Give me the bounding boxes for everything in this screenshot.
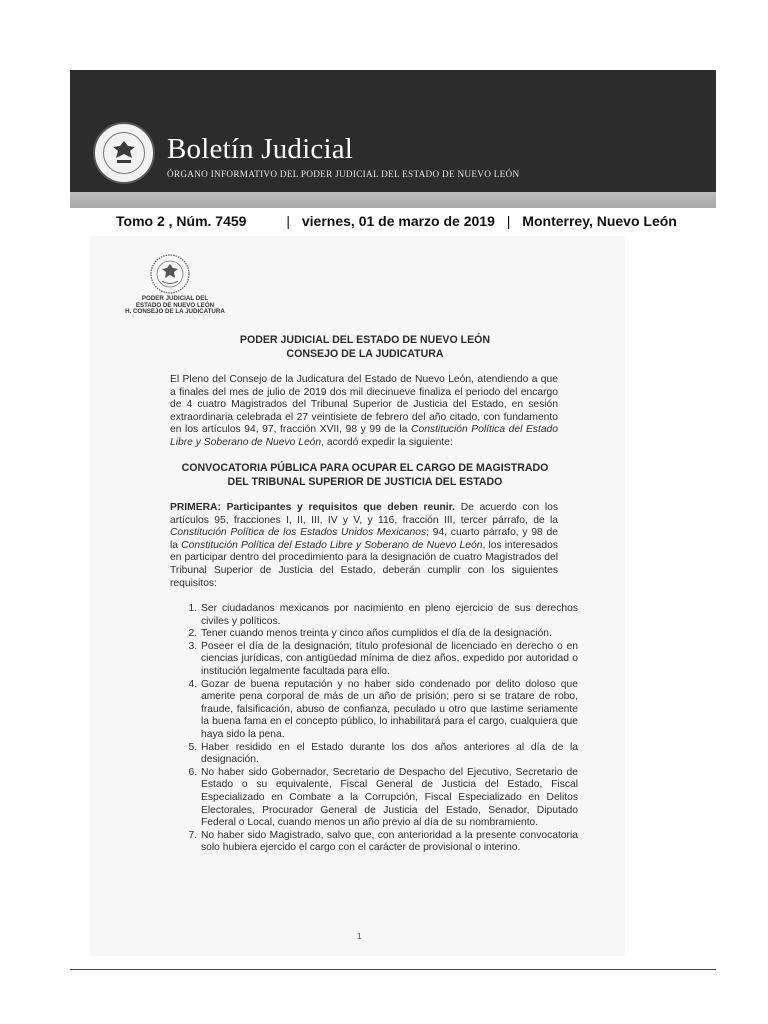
- issue-place: Monterrey, Nuevo León: [522, 213, 677, 229]
- mexican-coat-of-arms-icon: [147, 253, 193, 295]
- list-item: 1. Ser ciudadanos mexicanos por nacimiento en pleno ejercicio de sus derechos civiles y políticos.: [200, 603, 578, 628]
- list-item: 2. Tener cuando menos treinta y cinco años cumplidos el día de la designación.: [200, 628, 578, 641]
- requirements-list: [180, 603, 578, 855]
- list-item: 3. Poseer el día de la designación, título profesional de licenciado en derecho o en ciencias jurídicas, con antigüedad mínima de diez años, expedido por autoridad o institución legalmente facultada para ello.: [200, 641, 578, 679]
- issue-date: viernes, 01 de marzo de 2019: [301, 213, 495, 229]
- page-number: 1: [357, 932, 362, 941]
- footer-divider: [70, 969, 716, 970]
- institution-label: PODER JUDICIAL DEL ESTADO DE NUEVO LEÓN H. CONSEJO DE LA JUDICATURA: [125, 295, 225, 316]
- primera-label: PRIMERA: Participantes y requisitos que deben reunir.: [170, 502, 455, 513]
- bulletin-title: Boletín Judicial: [167, 133, 354, 165]
- list-item: 5. Haber residido en el Estado durante los dos años anteriores al día de la designación.: [200, 742, 578, 767]
- list-item: 7. No haber sido Magistrado, salvo que, con anterioridad a la presente convocatoria solo hubiera ejercido el cargo con el carácter de provisional o interino.: [200, 830, 578, 855]
- header-stripe: [70, 192, 716, 208]
- document-heading: PODER JUDICIAL DEL ESTADO DE NUEVO LEÓN CONSEJO DE LA JUDICATURA: [239, 334, 491, 360]
- poder-judicial-seal-icon: [93, 122, 155, 184]
- list-item: 4. Gozar de buena reputación y no haber sido condenado por delito doloso que amerite pena corporal de más de un año de prisión; pero si se tratare de robo, fraude, falsificación, abuso de confianza, peculado u otro que lastime seriamente la buena fama en el concepto público, lo inhabilitará para el cargo, cualquiera que haya sido la pena.: [200, 679, 578, 742]
- intro-paragraph: El Pleno del Consejo de la Judicatura del Estado de Nuevo León, atendiendo a que a finales del mes de julio de 2019 dos mil diecinueve finaliza el periodo del encargo de 4 cuatro Magistrados del Tribunal Superior de Justicia del Estado, en sesión extraordinaria celebrada el 27 veintisiete de febrero del año citado, con fundamento en los artículos 94, 97, fracción XVII, 98 y 99 de la Constitución Política del Estado Libre y Soberano de Nuevo León, acordó expedir la siguiente:: [170, 374, 559, 448]
- separator: |: [286, 213, 290, 229]
- separator: |: [506, 213, 511, 229]
- issue-volume: Tomo 2 , Núm. 7459: [116, 213, 247, 229]
- convocatoria-title: CONVOCATORIA PÚBLICA PARA OCUPAR EL CARGO DE MAGISTRADO DEL TRIBUNAL SUPERIOR DE JUSTICIA DEL ESTADO: [181, 462, 549, 488]
- list-item: 6. No haber sido Gobernador, Secretario de Despacho del Ejecutivo, Secretario de Estado o su equivalente, Fiscal General de Justicia del Estado, Fiscal Especializado en Combate a la Corrupción, Fiscal Especializado en Delitos Electorales, Procurador General de Justicia del Estado, Senador, Diputado Federal o Local, cuando menos un año previo al día de su nombramiento.: [200, 767, 578, 830]
- primera-paragraph: PRIMERA: Participantes y requisitos que deben reunir. De acuerdo con los artículos 95, fracciones I, II, III, IV y V, y 116, fracción III, tercer párrafo, de la Constitución Política de los Estados Unidos Mexicanos; 94, cuarto párrafo, y 98 de la Constitución Política del Estado Libre y Soberano de Nuevo León, los interesados en participar dentro del procedimiento para la designación de cuatro Magistrados del Tribunal Superior de Justicia del Estado, deberán cumplir con los siguientes requisitos:: [170, 502, 558, 589]
- bulletin-subtitle: ÓRGANO INFORMATIVO DEL PODER JUDICIAL DEL ESTADO DE NUEVO LEÓN: [167, 169, 520, 179]
- issue-info: [116, 213, 716, 229]
